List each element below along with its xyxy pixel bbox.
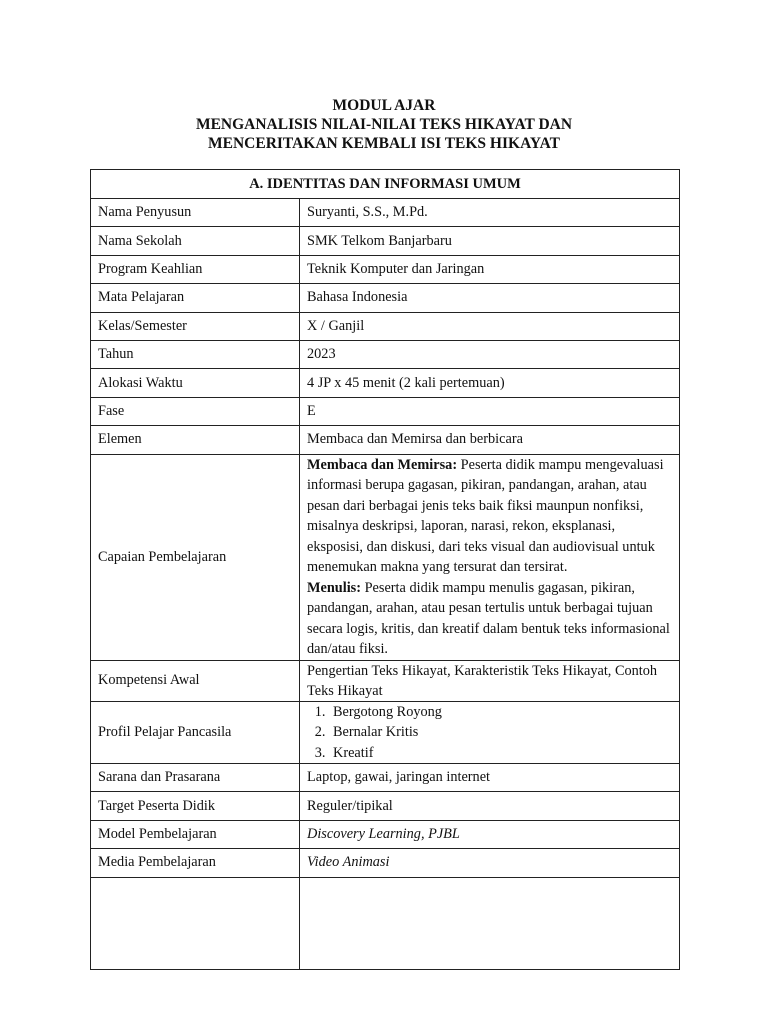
row-label: Kelas/Semester — [91, 312, 300, 340]
table-row-target — [91, 792, 680, 820]
menulis-text: Peserta didik mampu menulis gagasan, pikiran, pandangan, arahan, atau pesan tertulis untuk berbagai tujuan secara logis, kritis, dan kreatif dalam bentuk teks informasional dan/atau fiksi. — [307, 579, 670, 658]
row-value: SMK Telkom Banjarbaru — [300, 227, 680, 255]
row-label: Tahun — [91, 340, 300, 368]
row-label: Fase — [91, 397, 300, 425]
row-value: Laptop, gawai, jaringan internet — [300, 764, 680, 792]
row-label: Elemen — [91, 426, 300, 454]
row-label: Sarana dan Prasarana — [91, 764, 300, 792]
row-label: Capaian Pembelajaran — [91, 454, 300, 660]
table-row-tahun — [91, 340, 680, 368]
row-value: Video Animasi — [300, 849, 680, 877]
membaca-text: Peserta didik mampu mengevaluasi informasi berupa gagasan, pikiran, pandangan, arahan, atau pesan dari berbagai jenis teks baik fiksi maunpun nonfiksi, misalnya deskripsi, laporan, narasi, rekon, eksplanasi, eksposisi, dan diskusi, dari teks visual dan audiovisual untuk menemukan makna yang tersurat dan tersirat. — [307, 456, 664, 576]
identity-table — [90, 169, 680, 970]
table-row-nama-penyusun — [91, 199, 680, 227]
membaca-heading: Membaca dan Memirsa: — [307, 456, 458, 473]
table-row-media — [91, 849, 680, 877]
empty-cell — [91, 877, 300, 969]
row-label: Profil Pelajar Pancasila — [91, 701, 300, 764]
title-line-3: MENCERITAKAN KEMBALI ISI TEKS HIKAYAT — [208, 135, 560, 152]
table-row-kelas-semester — [91, 312, 680, 340]
row-value: E — [300, 397, 680, 425]
profil-list — [307, 702, 672, 764]
row-label: Mata Pelajaran — [91, 284, 300, 312]
row-label: Target Peserta Didik — [91, 792, 300, 820]
row-value: Pengertian Teks Hikayat, Karakteristik Teks Hikayat, Contoh Teks Hikayat — [300, 660, 680, 701]
row-value: Suryanti, S.S., M.Pd. — [300, 199, 680, 227]
empty-cell — [300, 877, 680, 969]
list-item: 2. Bernalar Kritis — [329, 722, 672, 743]
table-row-profil-pelajar — [91, 701, 680, 764]
row-value: Reguler/tipikal — [300, 792, 680, 820]
table-row-mata-pelajaran — [91, 284, 680, 312]
row-value: Teknik Komputer dan Jaringan — [300, 255, 680, 283]
menulis-heading: Menulis: — [307, 579, 362, 596]
table-row-empty — [91, 877, 680, 969]
table-row-elemen — [91, 426, 680, 454]
row-value: X / Ganjil — [300, 312, 680, 340]
table-row-program-keahlian — [91, 255, 680, 283]
document-title — [0, 96, 768, 153]
row-value: Discovery Learning, PJBL — [300, 820, 680, 848]
table-row-sarana — [91, 764, 680, 792]
row-label: Alokasi Waktu — [91, 369, 300, 397]
capaian-content — [300, 454, 680, 660]
row-label: Media Pembelajaran — [91, 849, 300, 877]
row-value: Membaca dan Memirsa dan berbicara — [300, 426, 680, 454]
section-a-heading: A. IDENTITAS DAN INFORMASI UMUM — [91, 170, 680, 199]
row-label: Nama Penyusun — [91, 199, 300, 227]
row-label: Nama Sekolah — [91, 227, 300, 255]
row-value: Bahasa Indonesia — [300, 284, 680, 312]
row-label: Model Pembelajaran — [91, 820, 300, 848]
row-label: Kompetensi Awal — [91, 660, 300, 701]
profil-content — [300, 701, 680, 764]
table-row-model — [91, 820, 680, 848]
table-row-fase — [91, 397, 680, 425]
list-item: 1. Bergotong Royong — [329, 702, 672, 723]
table-row-kompetensi-awal — [91, 660, 680, 701]
title-line-1: MODUL AJAR — [332, 97, 436, 114]
row-value: 4 JP x 45 menit (2 kali pertemuan) — [300, 369, 680, 397]
row-label: Program Keahlian — [91, 255, 300, 283]
table-row-nama-sekolah — [91, 227, 680, 255]
table-row-capaian-pembelajaran — [91, 454, 680, 660]
title-line-2: MENGANALISIS NILAI-NILAI TEKS HIKAYAT DAN — [195, 116, 573, 133]
table-row-alokasi-waktu — [91, 369, 680, 397]
row-value: 2023 — [300, 340, 680, 368]
list-item: 3. Kreatif — [329, 743, 672, 764]
